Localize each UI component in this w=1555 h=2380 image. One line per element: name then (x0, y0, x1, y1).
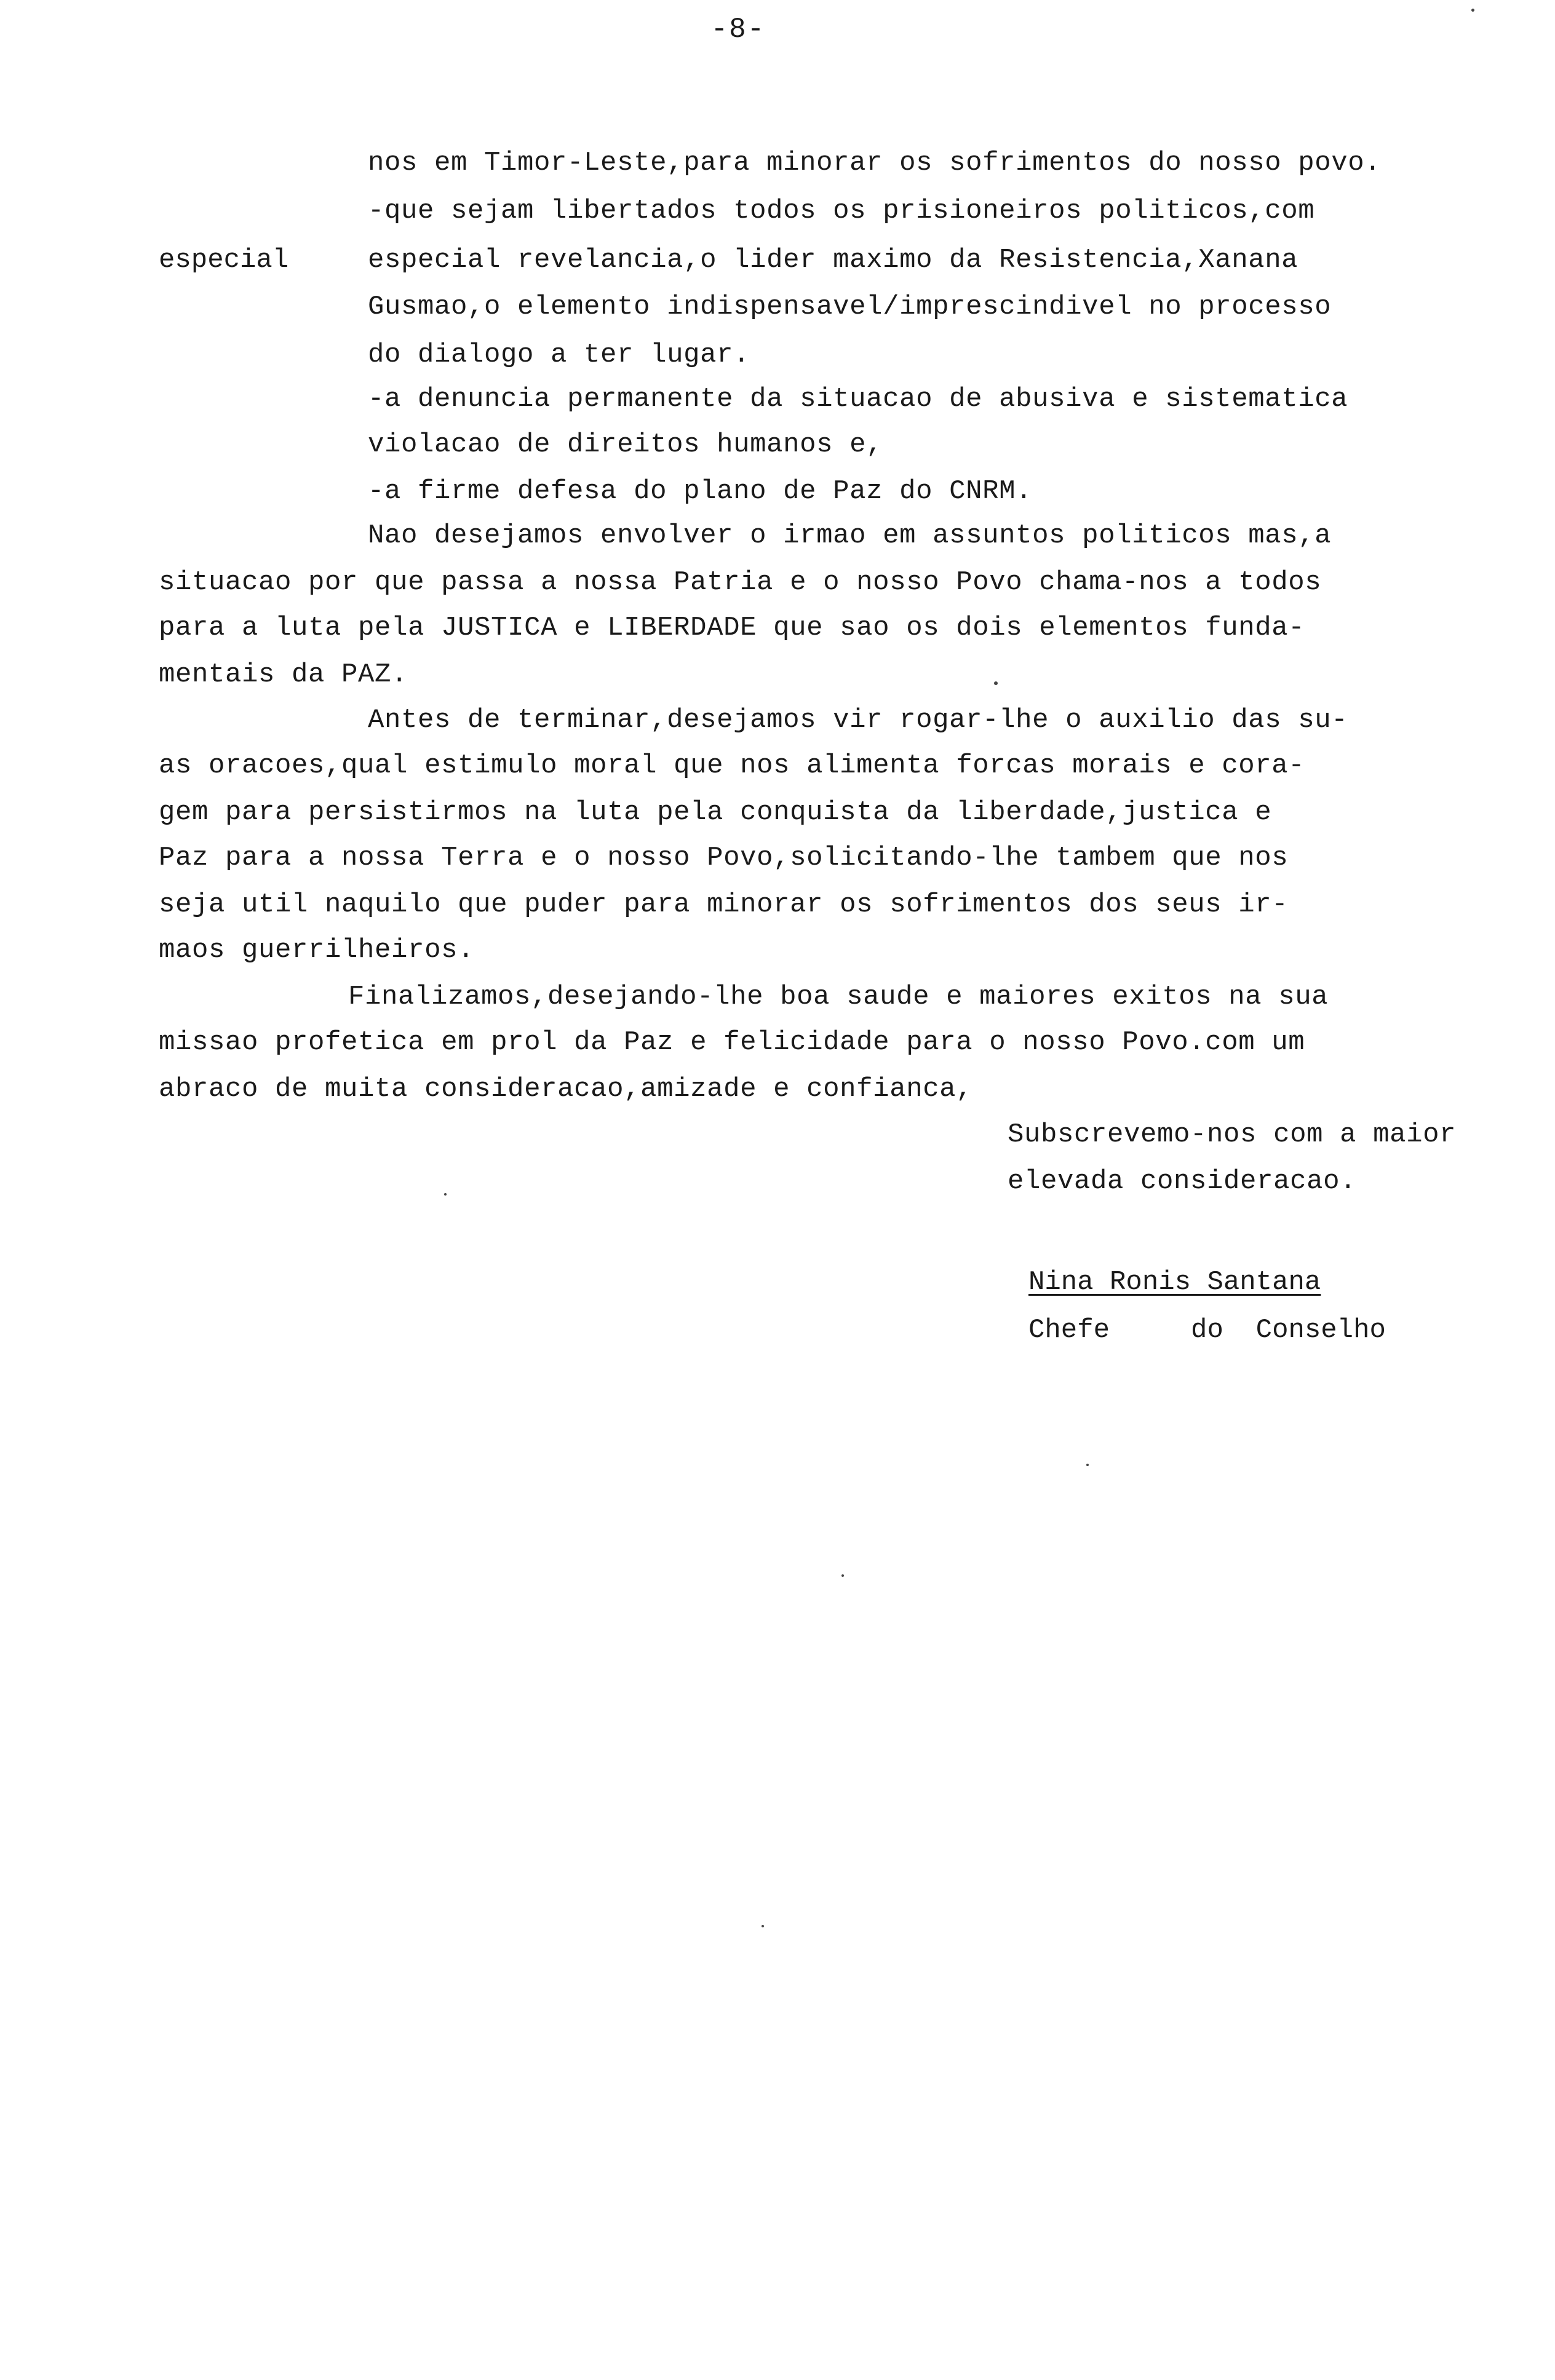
body-line: Antes de terminar,desejamos vir rogar-lhe o auxilio das su- (368, 705, 1348, 736)
body-line: -a firme defesa do plano de Paz do CNRM. (368, 476, 1033, 507)
paper-speck (1086, 1464, 1089, 1466)
paper-speck (841, 1574, 844, 1577)
body-line: -a denuncia permanente da situacao de abusiva e sistematica (368, 384, 1348, 415)
body-line: as oracoes,qual estimulo moral que nos alimenta forcas morais e cora- (159, 750, 1305, 781)
paper-speck (444, 1193, 447, 1196)
paper-speck (762, 1925, 764, 1927)
body-line: situacao por que passa a nossa Patria e o nosso Povo chama-nos a todos (159, 567, 1322, 598)
body-line: nos em Timor-Leste,para minorar os sofrimentos do nosso povo. (368, 148, 1382, 178)
signature-name: Nina Ronis Santana (1028, 1267, 1321, 1298)
body-line: violacao de direitos humanos e, (368, 429, 883, 460)
closing-line: elevada consideracao. (1008, 1166, 1357, 1197)
body-line: maos guerrilheiros. (159, 935, 475, 966)
body-line: seja util naquilo que puder para minorar os sofrimentos dos seus ir- (159, 889, 1289, 920)
body-line: do dialogo a ter lugar. (368, 339, 750, 370)
body-line: especial revelancia,o lider maximo da Resistencia,Xanana (368, 245, 1298, 276)
closing-line: Subscrevemo-nos com a maior (1008, 1119, 1457, 1150)
paper-speck (1471, 9, 1474, 12)
body-line: Gusmao,o elemento indispensavel/imprescindivel no processo (368, 292, 1332, 322)
body-line: Finalizamos,desejando-lhe boa saude e maiores exitos na sua (348, 982, 1329, 1012)
body-line: Paz para a nossa Terra e o nosso Povo,solicitando-lhe tambem que nos (159, 843, 1289, 873)
paper-speck (994, 681, 998, 685)
body-line: -que sejam libertados todos os prisioneiros politicos,com (368, 196, 1315, 226)
margin-note: especial (159, 245, 289, 276)
body-line: missao profetica em prol da Paz e felicidade para o nosso Povo.com um (159, 1027, 1305, 1058)
body-line: mentais da PAZ. (159, 659, 408, 690)
body-line: Nao desejamos envolver o irmao em assuntos politicos mas,a (368, 520, 1332, 551)
body-line: para a luta pela JUSTICA e LIBERDADE que sao os dois elementos funda- (159, 613, 1305, 643)
body-line: abraco de muita consideracao,amizade e confianca, (159, 1074, 973, 1105)
body-line: gem para persistirmos na luta pela conquista da liberdade,justica e (159, 797, 1272, 828)
signature-title: Chefe do Conselho (1028, 1315, 1386, 1346)
page-number: -8- (710, 14, 766, 46)
